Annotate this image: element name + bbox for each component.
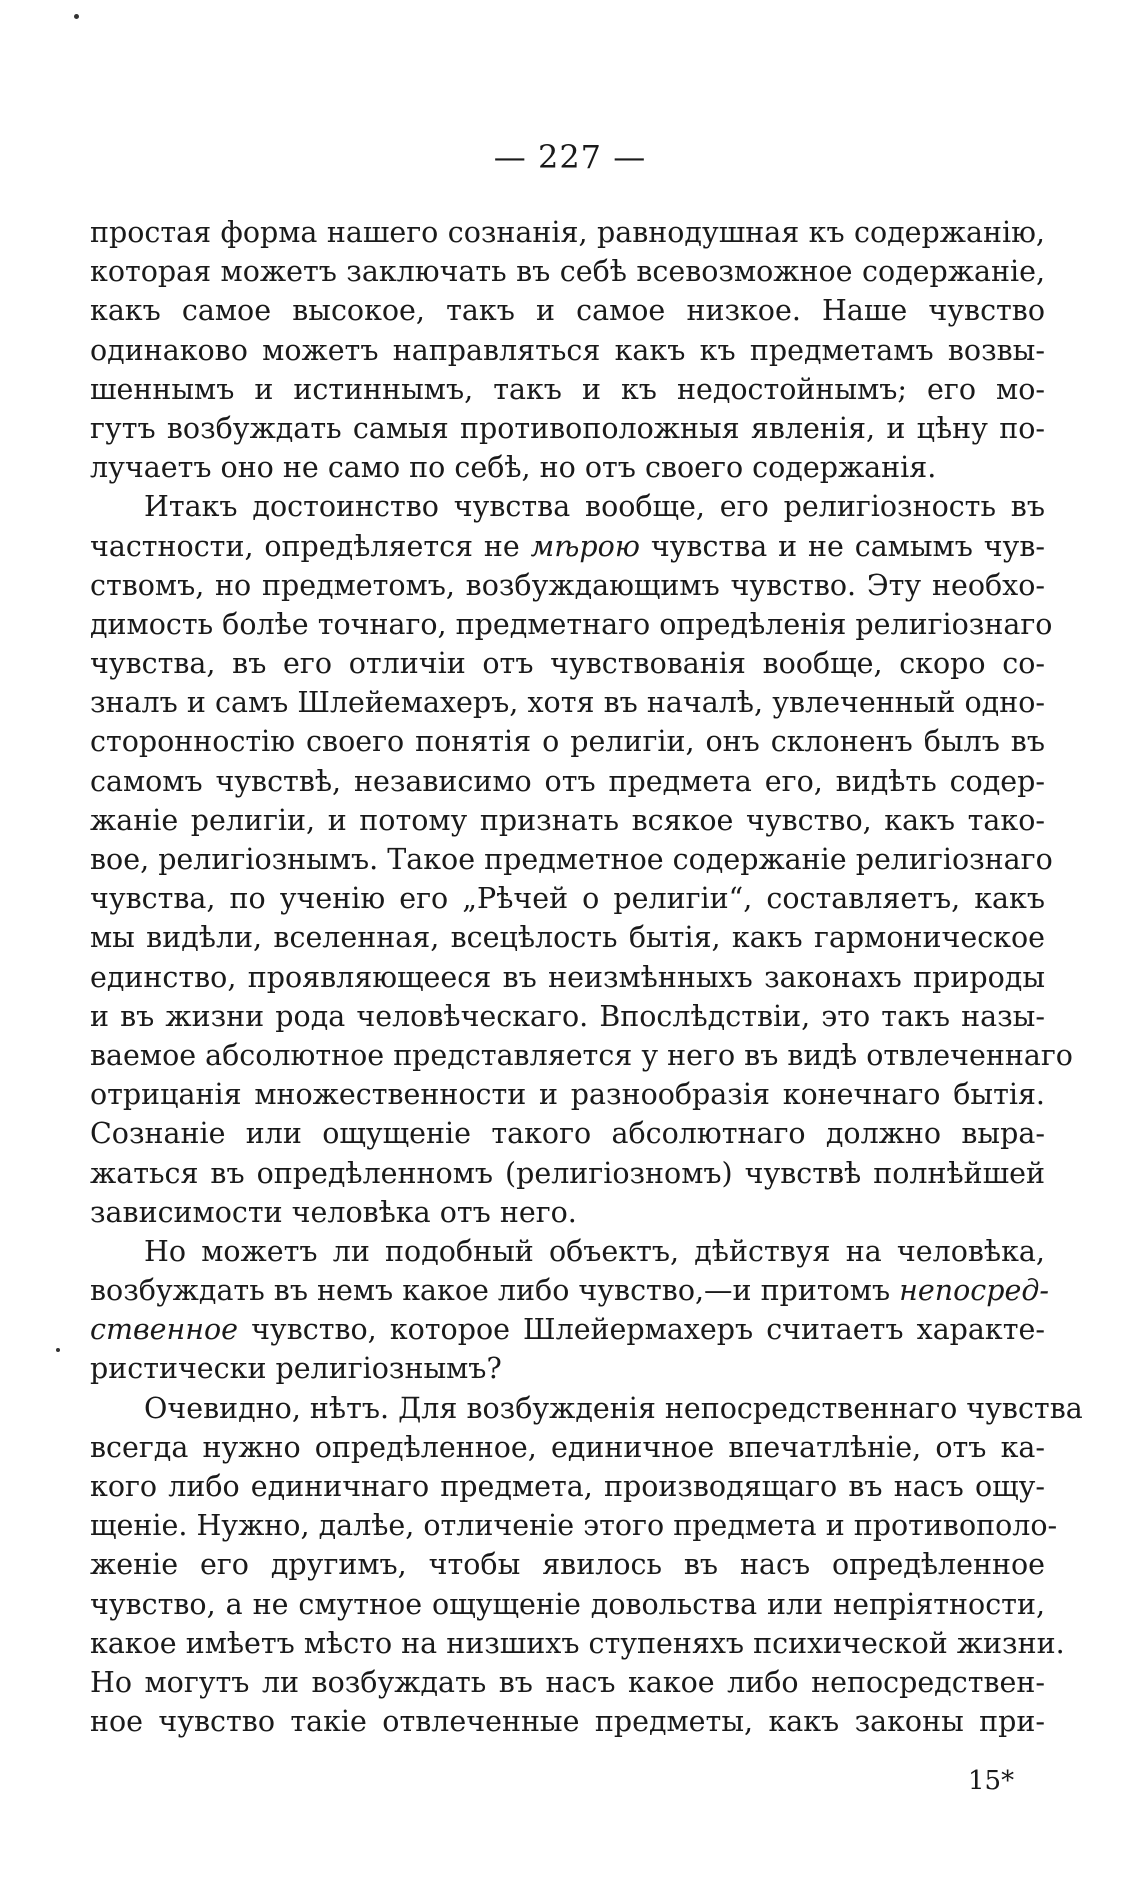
text-line — [90, 605, 1053, 644]
text-run: Сознаніе или ощущеніе такого абсолютнаго должно выра- — [90, 1117, 1045, 1151]
ink-speck — [74, 14, 79, 19]
text-line — [90, 801, 1045, 840]
text-line — [90, 1467, 1045, 1506]
text-line — [90, 1506, 1058, 1545]
text-run: мы видѣли, вселенная, всецѣлость бытія, какъ гармоническое — [90, 921, 1045, 955]
text-run: ристически религіознымъ? — [90, 1352, 502, 1386]
text-line: какъ самое высокое, такъ и самое низкое. Наше чувство — [90, 294, 1045, 328]
body-text — [90, 213, 1083, 1741]
text-line — [90, 1702, 1045, 1741]
text-run: жаться въ опредѣленномъ (религіозномъ) чувствѣ полнѣйшей — [90, 1156, 1045, 1190]
text-line: одинаково можетъ направляться какъ къ предметамъ возвы- — [90, 333, 1045, 367]
text-line — [90, 1036, 1073, 1075]
text-line: которая можетъ заключать въ себѣ всевозможное содержаніе, — [90, 255, 1045, 289]
text-line — [90, 487, 1045, 526]
text-run: чувства и не самымъ чув- — [639, 529, 1045, 563]
text-line — [90, 1075, 1045, 1114]
text-run: Очевидно, нѣтъ. Для возбужденія непосредственнаго чувства — [144, 1391, 1083, 1425]
text-line — [90, 997, 1045, 1036]
text-run: самомъ чувствѣ, независимо отъ предмета его, видѣть содер- — [90, 764, 1045, 798]
text-line: шеннымъ и истиннымъ, такъ и къ недостойнымъ; его мо- — [90, 372, 1045, 406]
text-line — [90, 1310, 1045, 1349]
italic-emphasis: ственное — [90, 1313, 239, 1347]
page-number-header: — 227 — — [493, 138, 647, 176]
text-line — [90, 918, 1045, 957]
text-line: лучаетъ оно не само по себѣ, но отъ своего содержанія. — [90, 451, 937, 485]
text-line — [90, 1663, 1045, 1702]
signature-mark: 15* — [968, 1766, 1015, 1796]
text-run: единство, проявляющееся въ неизмѣнныхъ законахъ природы — [90, 960, 1045, 994]
text-run: Но могутъ ли возбуждать въ насъ какое либо непосредствен- — [90, 1665, 1045, 1699]
text-run: отрицанія множественности и разнообразія конечнаго бытія. — [90, 1078, 1045, 1112]
text-run: вое, религіознымъ. Такое предметное содержаніе религіознаго — [90, 843, 1053, 876]
text-line — [90, 1585, 1045, 1624]
text-run: димость болѣе точнаго, предметнаго опредѣленія религіознаго — [90, 607, 1053, 641]
text-line — [90, 879, 1045, 918]
text-run: частности, опредѣляется не — [90, 529, 531, 563]
text-line — [90, 1389, 1083, 1428]
ink-speck — [56, 1348, 60, 1352]
text-line — [90, 1428, 1045, 1467]
text-run: ствомъ, но предметомъ, возбуждающимъ чувство. Эту необхо- — [90, 568, 1045, 602]
text-run: всегда нужно опредѣленное, единичное впечатлѣніе, отъ ка- — [90, 1430, 1045, 1464]
text-line — [90, 1114, 1045, 1153]
text-run: Итакъ достоинство чувства вообще, его религіозность въ — [144, 490, 1045, 524]
text-run: жаніе религіи, и потому признать всякое чувство, какъ тако- — [90, 803, 1045, 837]
text-run: ное чувство такіе отвлеченные предметы, какъ законы при- — [90, 1705, 1045, 1739]
text-line — [90, 1154, 1045, 1193]
text-run: чувство, которое Шлейермахеръ считаетъ характе- — [238, 1313, 1045, 1347]
text-run: Но можетъ ли подобный объектъ, дѣйствуя на человѣка, — [144, 1234, 1045, 1268]
text-line — [90, 958, 1045, 997]
text-run: чувства, по ученію его „Рѣчей о религіи“, составляетъ, какъ — [90, 882, 1045, 916]
text-line — [90, 527, 1045, 566]
text-line — [90, 1232, 1045, 1271]
text-line — [90, 1545, 1045, 1584]
text-run: возбуждать въ немъ какое либо чувство,—и притомъ — [90, 1274, 900, 1308]
text-line — [90, 1624, 1065, 1663]
text-run: какое имѣетъ мѣсто на низшихъ ступеняхъ психической жизни. — [90, 1626, 1065, 1660]
text-run: ваемое абсолютное представляется у него въ видѣ отвлеченнаго — [90, 1038, 1073, 1072]
text-line — [90, 1271, 1050, 1310]
italic-emphasis: непосред- — [899, 1274, 1050, 1308]
text-line — [90, 762, 1045, 801]
text-line — [90, 840, 1053, 879]
text-run: сторонностію своего понятія о религіи, онъ склоненъ былъ въ — [90, 725, 1045, 759]
text-run: зналъ и самъ Шлейемахеръ, хотя въ началѣ, увлеченный одно- — [90, 686, 1045, 720]
text-line — [90, 566, 1045, 605]
text-run: чувство, а не смутное ощущеніе довольства или непріятности, — [90, 1587, 1045, 1621]
text-line: простая форма нашего сознанія, равнодушная къ содержанію, — [90, 216, 1045, 249]
text-run: кого либо единичнаго предмета, производящаго въ насъ ощу- — [90, 1470, 1045, 1503]
text-run: чувства, въ его отличіи отъ чувствованія вообще, скоро со- — [90, 647, 1045, 681]
text-line — [90, 1193, 1045, 1232]
text-line — [90, 683, 1045, 722]
italic-emphasis: мѣрою — [530, 529, 640, 563]
text-line — [90, 722, 1045, 761]
text-line — [90, 644, 1045, 683]
text-run: щеніе. Нужно, далѣе, отличеніе этого предмета и противополо- — [90, 1509, 1058, 1543]
text-line — [90, 1349, 1045, 1388]
text-run: и въ жизни рода человѣческаго. Впослѣдствіи, это такъ назы- — [90, 999, 1045, 1033]
text-run: женіе его другимъ, чтобы явилось въ насъ опредѣленное — [90, 1548, 1045, 1582]
text-run: зависимости человѣка отъ него. — [90, 1195, 577, 1229]
text-line: гутъ возбуждать самыя противоположныя явленія, и цѣну по- — [90, 411, 1045, 445]
